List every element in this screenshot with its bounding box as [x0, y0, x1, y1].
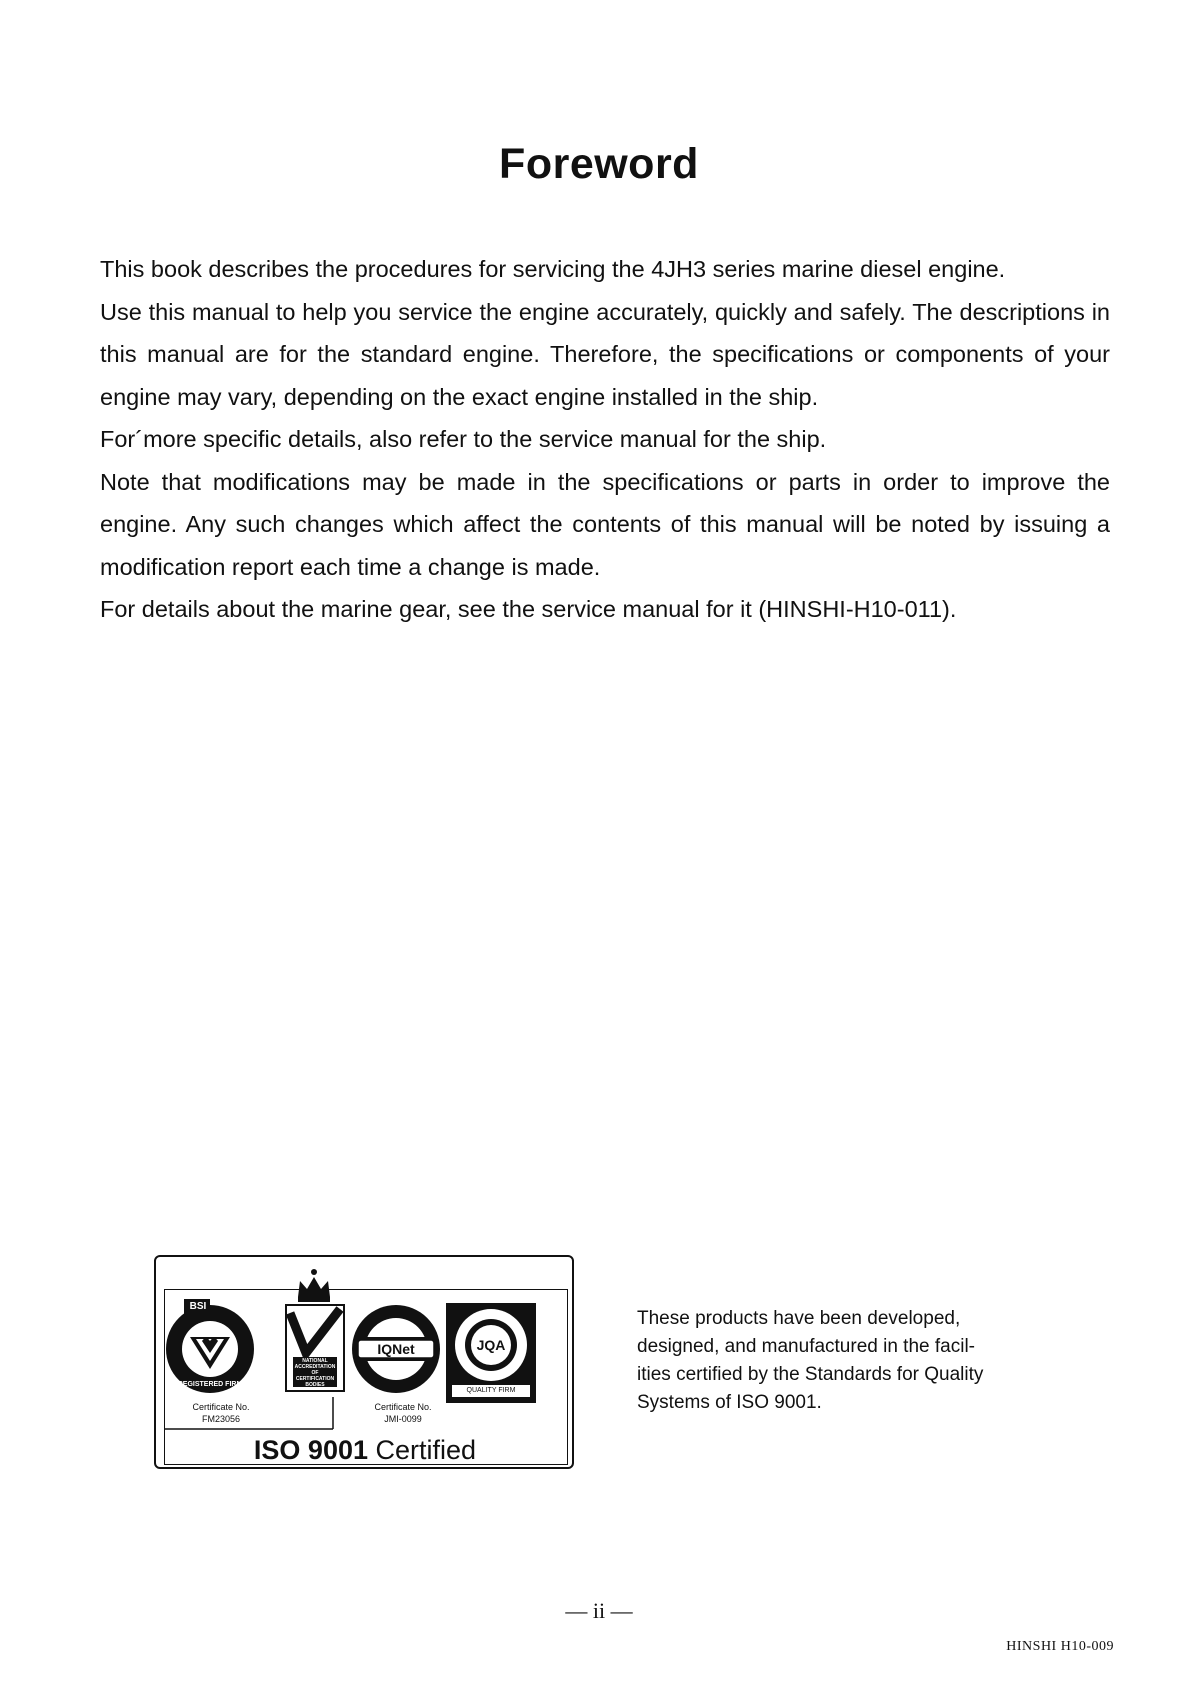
- page-title: Foreword: [499, 140, 699, 188]
- description-line: designed, and manufactured in the facil-: [637, 1336, 975, 1357]
- bsi-registered-firm-logo: [166, 1299, 254, 1393]
- bsi-ring-text: REGISTERED FIRM: [177, 1381, 243, 1388]
- paragraph: This book describes the procedures for servicing the 4JH3 series marine diesel engine.: [100, 256, 1006, 282]
- jqa-text: JQA: [476, 1337, 506, 1353]
- quality-firm-text: QUALITY FIRM: [466, 1387, 516, 1394]
- iso-certified-line: [156, 1435, 574, 1465]
- foreword-body: [100, 248, 1110, 631]
- description-line: These products have been developed,: [637, 1308, 961, 1329]
- iqnet-text: IQNet: [377, 1341, 415, 1357]
- paragraph: For details about the marine gear, see the service manual for it (HINSHI-H10-011).: [100, 596, 957, 622]
- bsi-certificate: [176, 1401, 266, 1425]
- iso-certification-box: [154, 1255, 574, 1469]
- paragraph: Note that modifications may be made in the specifications or parts in order to improve the engine. Any such changes which affect the contents of this manual will be noted by issuing a modification report each time a change is made.: [100, 468, 1110, 580]
- document-code: HINSHI H10-009: [1006, 1639, 1114, 1654]
- description-line: ities certified by the Standards for Quality: [637, 1364, 984, 1385]
- description-line: Systems of ISO 9001.: [637, 1392, 822, 1413]
- certificate-number: JMI-0099: [384, 1414, 422, 1424]
- certificate-label: Certificate No.: [192, 1402, 250, 1412]
- bsi-top-text: BSI: [189, 1301, 207, 1312]
- iso-number: ISO 9001: [253, 1435, 368, 1465]
- nacb-text: NATIONAL ACCREDITATION OF CERTIFICATION BODIES: [294, 1358, 336, 1388]
- paragraph: Use this manual to help you service the engine accurately, quickly and safely. The descriptions in this manual are for the standard engine. Therefore, the specifications or components of your engine may vary, depending on the exact engine installed in the ship.: [100, 298, 1110, 410]
- jqa-certificate: [358, 1401, 448, 1425]
- certificate-label: Certificate No.: [374, 1402, 432, 1412]
- iso-certified-word: Certified: [375, 1435, 477, 1465]
- certification-description: [637, 1305, 1027, 1417]
- page-number: — ii —: [565, 1598, 633, 1623]
- crown-icon: [298, 1269, 330, 1302]
- certificate-number: FM23056: [201, 1414, 241, 1424]
- paragraph: For´more specific details, also refer to the service manual for the ship.: [100, 426, 827, 452]
